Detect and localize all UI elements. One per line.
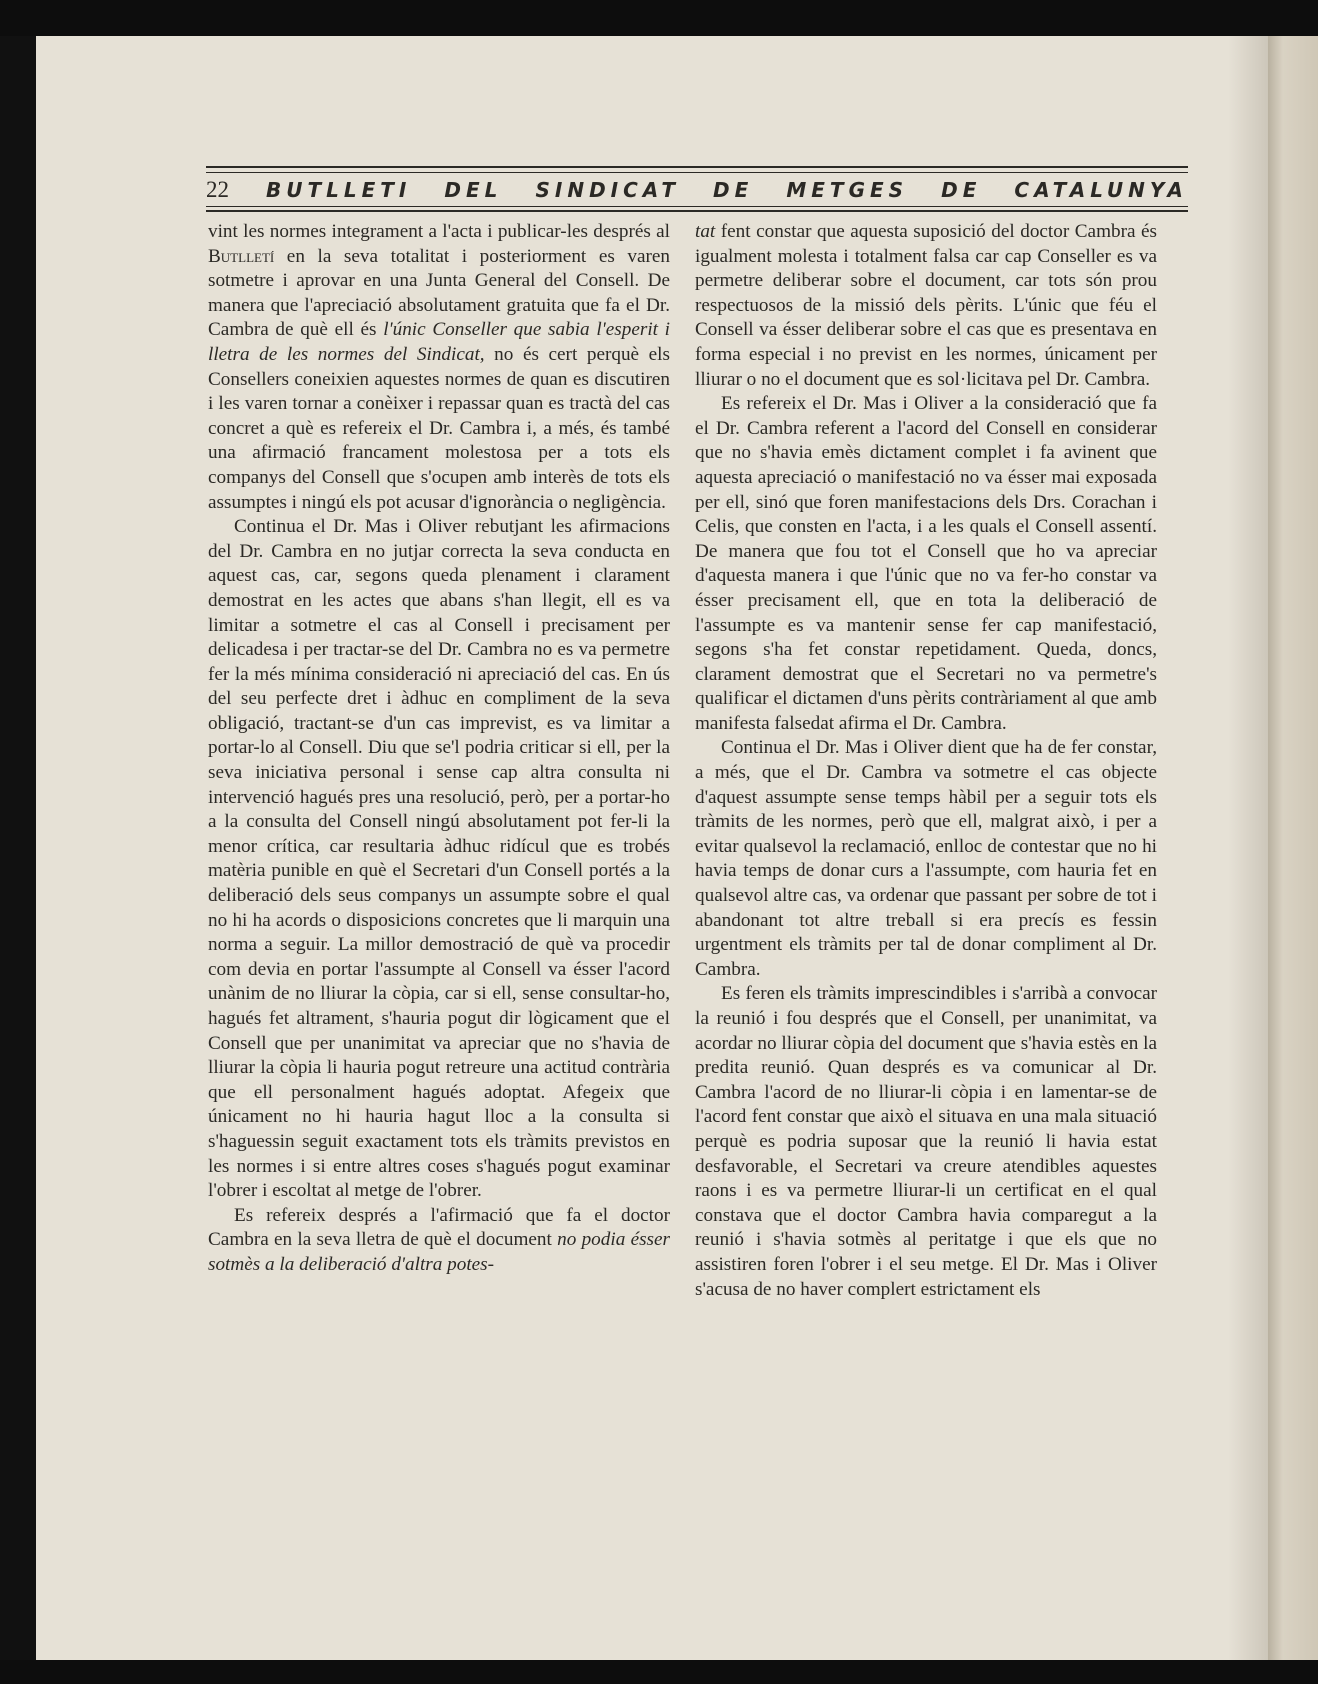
- header-rule: [206, 172, 1188, 173]
- title-word: CATALUNYA: [1014, 178, 1188, 202]
- title-word: DE: [941, 178, 982, 202]
- page-number: 22: [206, 177, 229, 202]
- title-word: METGES: [786, 178, 909, 202]
- scan-border-top: [0, 0, 1318, 36]
- right-column: [695, 220, 1157, 1302]
- paragraph: [208, 1204, 670, 1278]
- title-word: BUTLLETI: [266, 178, 412, 202]
- running-title: [266, 176, 1188, 204]
- italic-quote: tat: [695, 221, 716, 242]
- italic-quote: no podia ésser sotmès a la deliberació d'altra potes-: [208, 1229, 671, 1275]
- left-column: [208, 220, 670, 1278]
- paragraph: Continua el Dr. Mas i Oliver dient que ha de fer constar, a més, que el Dr. Cambra va sotmetre el cas objecte d'aquest assumpte sense temps hàbil per a seguir tots els tràmits de les normes, però que ell, malgrat això, i per a evitar qualsevol la reclamació, enlloc de contestar que no hi havia temps de donar curs a l'assumpte, com hauria fet en qualsevol altre cas, va ordenar que passant per sobre de tot i abandonant tot altre treball si era precís es fessin urgentment els tràmits per tal de donar compliment al Dr. Cambra.: [695, 737, 1157, 980]
- italic-quote: l'únic Conseller que sabia l'esperit i lletra de les normes del Sindicat,: [208, 319, 671, 365]
- text-run: vint les normes integrament a l'acta i publicar-les després al: [208, 221, 670, 242]
- journal-name: Butlletí: [208, 245, 275, 267]
- title-word: DE: [713, 178, 754, 202]
- title-word: DEL: [444, 178, 503, 202]
- text-run: fent constar que aquesta suposició del doctor Cambra és igualment molesta i totalment falsa car cap Conseller es va permetre deliberar sobre el document, car tots són prou respectuosos de la missió dels pèrits. L'únic que féu el Consell va ésser deliberar sobre el cas que es presentava en forma especial i no previst en les normes, únicament per lliurar o no el document que es sol·licitava pel Dr. Cambra.: [695, 221, 1157, 390]
- text-run: Es refereix després a l'afirmació que fa el doctor Cambra en la seva lletra de què el document: [208, 1204, 670, 1251]
- scan-border-right: [1268, 36, 1318, 1660]
- text-run: en la seva totalitat i posteriorment es varen sotmetre i aprovar en una Junta General del Consell. De manera que l'apreciació absolutament gratuita que fa el Dr. Cambra de què ell és: [208, 245, 670, 341]
- paragraph: Continua el Dr. Mas i Oliver rebutjant les afirmacions del Dr. Cambra en no jutjar correcta la seva conducta en aquest cas, car, segons queda plenament i clarament demostrat en les actes que abans s'han llegit, ell es va limitar a sotmetre el cas al Consell i precisament per delicadesa i per tractar-se del Dr. Cambra no es va permetre fer la més mínima consideració ni apreciació del cas. En ús del seu perfecte dret i àdhuc en compliment de la seva obligació, tractant-se d'un cas imprevist, es va limitar a portar-lo al Consell. Diu que se'l podria criticar si ell, per la seva iniciativa personal i sense cap altra consulta ni intervenció hagués pres una resolució, però, per a portar-ho a la consulta del Consell ningú absolutament pot fer-li la menor crítica, car resultaria àdhuc ridícul que es trobés matèria punible en què el Secretari d'un Consell portés a la deliberació dels seus companys un assumpte sobre el qual no hi ha acords o disposicions concretes que li marquin una norma a seguir. La millor demostració de què va procedir com devia en portar l'assumpte al Consell va ésser l'acord unànim de no lliurar la còpia, car si ell, sense consultar-ho, hagués fet altrament, s'hauria pogut dir lògicament que el Consell que per unanimitat va apreciar que no s'havia de lliurar la còpia li hauria pogut retreure una actitud contrària que ell personalment hagués adoptat. Afegeix que únicament no hi hauria hagut lloc a la consulta si s'haguessin seguit exactament tots els tràmits previstos en les normes i si entre altres coses s'hagués pogut examinar l'obrer i escoltat al metge de l'obrer.: [208, 516, 670, 1202]
- page-header: [206, 130, 1188, 222]
- text-run: no és cert perquè els Consellers coneixien aquestes normes de quan es discutiren i les varen tornar a conèixer i repassar quan es tractà del cas concret a què es refereix el Dr. Cambra i, a més, és també una afirmació francament molestosa per a tots els companys del Consell que s'ocupen amb interès de tots els assumptes i ningú els pot acusar d'ignorància o negligència.: [208, 343, 670, 513]
- paragraph: Es feren els tràmits imprescindibles i s'arribà a convocar la reunió i fou després que el Consell, per unanimitat, va acordar no lliurar còpia del document que s'havia estès en la predita reunió. Quan després es va comunicar al Dr. Cambra l'acord de no lliurar-li còpia i en lamentar-se de l'acord fent constar que això el situava en una mala situació perquè es podria suposar que la reunió li havia estat desfavorable, el Secretari va creure atendibles aquestes raons i es va permetre lliurar-li un certificat en el qual constava que el doctor Cambra havia comparegut a la reunió i s'havia sotmès al peritatge i que els que no assistiren foren l'obrer i el seu metge. El Dr. Mas i Oliver s'acusa de no haver complert estrictament els: [695, 983, 1157, 1300]
- paragraph: [208, 220, 670, 515]
- scan-border-bottom: [0, 1660, 1318, 1684]
- paragraph: [695, 220, 1157, 392]
- journal-page: [36, 36, 1268, 1660]
- header-rule: [206, 206, 1188, 207]
- header-rule: [206, 210, 1188, 212]
- header-rule: [206, 166, 1188, 168]
- title-word: SINDICAT: [535, 178, 680, 202]
- paragraph: Es refereix el Dr. Mas i Oliver a la consideració que fa el Dr. Cambra referent a l'acord del Consell en considerar que no s'havia emès dictament complet i fa avinent que aquesta apreciació o manifestació no va ésser mai exposada per ell, sinó que foren manifestacions dels Drs. Corachan i Celis, que consten en l'acta, i a les quals el Consell assentí. De manera que fou tot el Consell que ho va apreciar d'aquesta manera i que l'únic que no va fer-ho constar va ésser precisament ell, que en tota la deliberació de l'assumpte es va mantenir sense fer cap manifestació, segons s'ha fet constar repetidament. Queda, doncs, clarament demostrat que el Secretari no va permetre's qualificar el dictamen d'uns pèrits contràriament al que amb manifesta falsedat afirma el Dr. Cambra.: [695, 393, 1157, 734]
